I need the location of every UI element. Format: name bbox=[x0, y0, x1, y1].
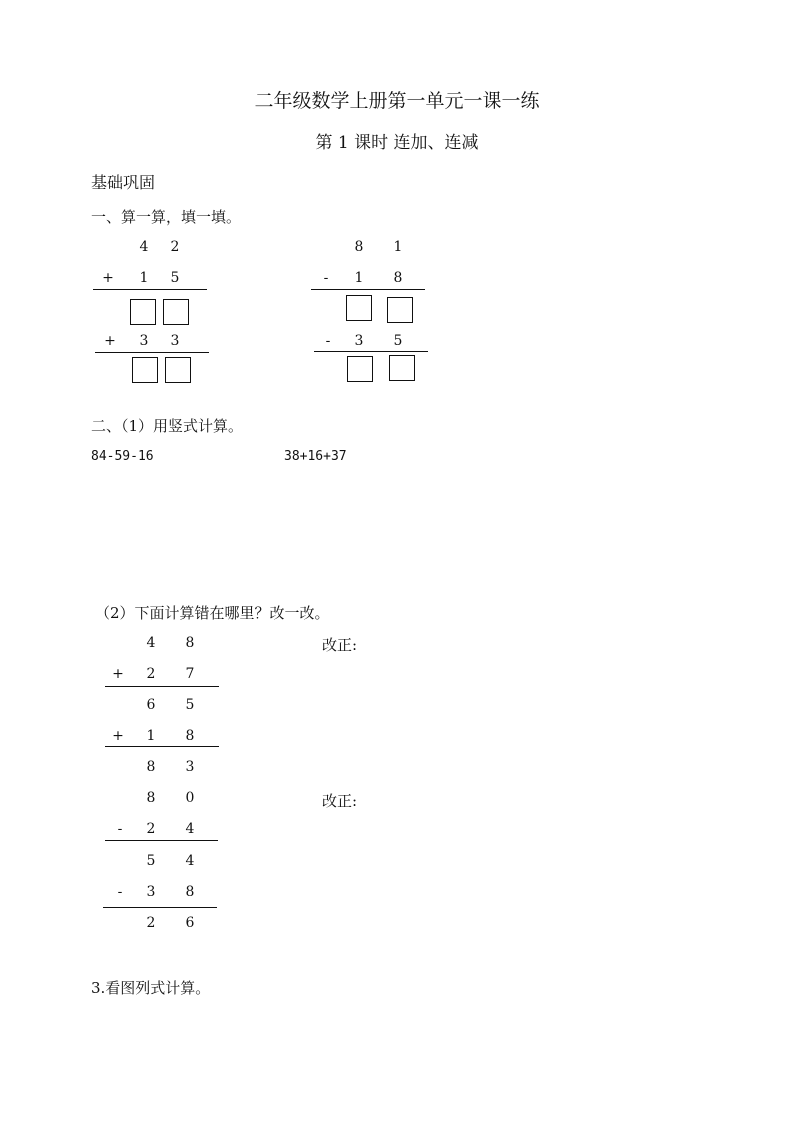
minus-sign: - bbox=[117, 884, 123, 900]
digit: 6 bbox=[146, 697, 156, 713]
digit: 3 bbox=[139, 333, 149, 349]
difference-line bbox=[311, 289, 425, 290]
plus-sign: + bbox=[104, 333, 116, 349]
digit: 8 bbox=[354, 239, 364, 255]
sum-line bbox=[105, 746, 219, 747]
plus-sign: + bbox=[112, 728, 124, 744]
difference-line bbox=[103, 907, 217, 908]
digit: 8 bbox=[146, 759, 156, 775]
answer-box[interactable] bbox=[389, 355, 415, 381]
answer-box[interactable] bbox=[163, 299, 189, 325]
question-1-label: 一、算一算，填一填。 bbox=[91, 208, 242, 226]
digit: 3 bbox=[354, 333, 364, 349]
digit: 5 bbox=[185, 697, 195, 713]
expression-1: 84-59-16 bbox=[91, 449, 154, 464]
digit: 8 bbox=[393, 270, 403, 286]
digit: 5 bbox=[393, 333, 403, 349]
answer-box[interactable] bbox=[132, 357, 158, 383]
digit: 1 bbox=[139, 270, 149, 286]
answer-box[interactable] bbox=[346, 295, 372, 321]
answer-box[interactable] bbox=[347, 356, 373, 382]
digit: 4 bbox=[185, 821, 195, 837]
digit: 3 bbox=[170, 333, 180, 349]
sum-line bbox=[93, 289, 207, 290]
digit: 4 bbox=[185, 853, 195, 869]
plus-sign: + bbox=[102, 270, 114, 286]
digit: 1 bbox=[393, 239, 403, 255]
difference-line bbox=[105, 840, 218, 841]
difference-line bbox=[314, 351, 428, 352]
digit: 7 bbox=[185, 666, 195, 682]
correction-label: 改正: bbox=[322, 792, 358, 810]
question-3-label: 3.看图列式计算。 bbox=[91, 979, 211, 997]
digit: 8 bbox=[185, 884, 195, 900]
digit: 6 bbox=[185, 915, 195, 931]
page-title: 二年级数学上册第一单元一课一练 bbox=[254, 90, 540, 112]
digit: 1 bbox=[354, 270, 364, 286]
digit: 8 bbox=[146, 790, 156, 806]
digit: 4 bbox=[146, 635, 156, 651]
digit: 0 bbox=[185, 790, 195, 806]
answer-box[interactable] bbox=[130, 299, 156, 325]
digit: 5 bbox=[170, 270, 180, 286]
sum-line bbox=[105, 686, 219, 687]
plus-sign: + bbox=[112, 666, 124, 682]
correction-label: 改正: bbox=[322, 636, 358, 654]
digit: 4 bbox=[139, 239, 149, 255]
digit: 2 bbox=[146, 666, 156, 682]
sum-line bbox=[95, 352, 209, 353]
digit: 2 bbox=[146, 915, 156, 931]
digit: 8 bbox=[185, 635, 195, 651]
minus-sign: - bbox=[323, 270, 329, 286]
question-2-part-2-label: （2）下面计算错在哪里？改一改。 bbox=[95, 604, 330, 622]
expression-2: 38+16+37 bbox=[284, 449, 347, 464]
digit: 2 bbox=[170, 239, 180, 255]
lesson-subtitle: 第 1 课时 连加、连减 bbox=[315, 133, 479, 153]
minus-sign: - bbox=[325, 333, 331, 349]
digit: 5 bbox=[146, 853, 156, 869]
digit: 8 bbox=[185, 728, 195, 744]
question-2-label: 二、（1）用竖式计算。 bbox=[91, 417, 244, 435]
section-heading: 基础巩固 bbox=[91, 173, 156, 192]
minus-sign: - bbox=[117, 821, 123, 837]
answer-box[interactable] bbox=[387, 297, 413, 323]
answer-box[interactable] bbox=[165, 357, 191, 383]
digit: 3 bbox=[146, 884, 156, 900]
digit: 1 bbox=[146, 728, 156, 744]
digit: 3 bbox=[185, 759, 195, 775]
digit: 2 bbox=[146, 821, 156, 837]
